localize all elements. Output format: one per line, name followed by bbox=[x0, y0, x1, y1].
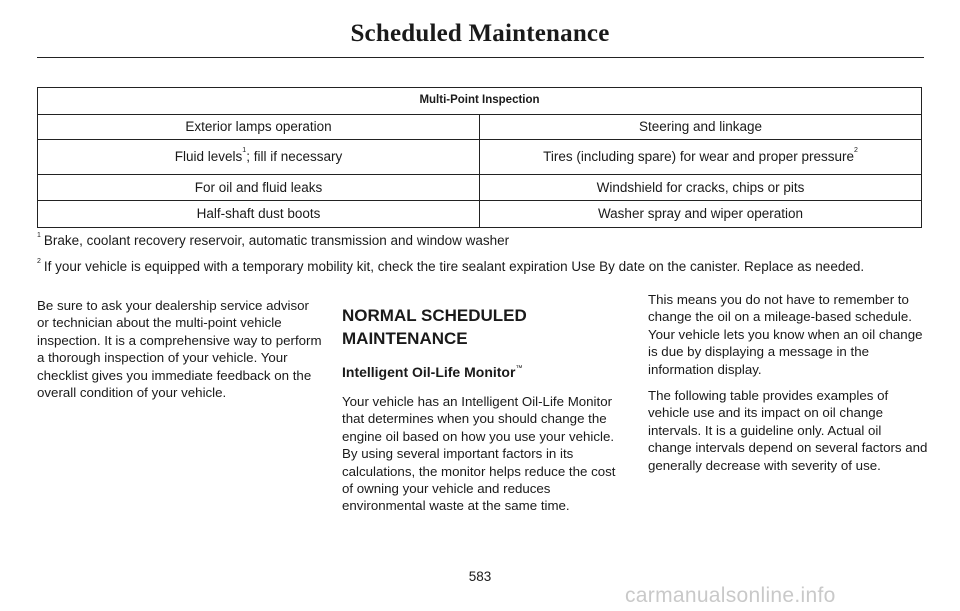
table-cell bbox=[38, 140, 480, 175]
table-row bbox=[38, 201, 922, 228]
table-cell bbox=[480, 140, 922, 175]
body-paragraph: The following table provides examples of vehicle use and its impact on oil change intervals. It is a guideline only. Actual oil change intervals depend on several factors and generally decrease with severity of use. bbox=[648, 388, 928, 473]
watermark: carmanualsonline.info bbox=[625, 584, 836, 607]
table-cell: Steering and linkage bbox=[480, 115, 922, 140]
sub-heading-text: Intelligent Oil-Life Monitor bbox=[342, 364, 516, 380]
title-divider bbox=[37, 57, 924, 58]
cell-text: ; fill if necessary bbox=[246, 149, 343, 165]
table-row bbox=[38, 140, 922, 175]
table-cell: Windshield for cracks, chips or pits bbox=[480, 175, 922, 201]
body-paragraph: This means you do not have to remember to change the oil on a mileage-based schedule. Your vehicle lets you know when an oil change is due by displaying a message in the information display. bbox=[648, 292, 923, 377]
table-cell: Half-shaft dust boots bbox=[38, 201, 480, 228]
table-caption-row bbox=[38, 88, 922, 115]
footnote-ref: 2 bbox=[853, 147, 858, 155]
table-cell: Washer spray and wiper operation bbox=[480, 201, 922, 228]
footnote-mark: 1 bbox=[37, 232, 41, 239]
sub-heading bbox=[342, 363, 627, 381]
table-row bbox=[38, 115, 922, 140]
cell-text: Tires (including spare) for wear and proper pressure bbox=[543, 149, 854, 165]
footnote-mark: 2 bbox=[37, 258, 41, 265]
table-row bbox=[38, 175, 922, 201]
column-right bbox=[648, 291, 928, 474]
page-number: 583 bbox=[468, 569, 492, 584]
heading-line: MAINTENANCE bbox=[342, 329, 468, 348]
table-cell: Exterior lamps operation bbox=[38, 115, 480, 140]
cell-text: Fluid levels bbox=[174, 149, 243, 165]
page-title: Scheduled Maintenance bbox=[350, 20, 610, 47]
table-caption: Multi-Point Inspection bbox=[38, 88, 922, 115]
footnote-2 bbox=[37, 259, 864, 274]
heading-line: NORMAL SCHEDULED bbox=[342, 306, 527, 325]
body-paragraph: Be sure to ask your dealership service advisor or technician about the multi-point vehicle inspection. It is a comprehensive way to perform a thorough inspection of your vehicle. Your checklist gives you immediate feedback on the overall condition of your vehicle. bbox=[37, 298, 322, 401]
footnote-text: Brake, coolant recovery reservoir, automatic transmission and window washer bbox=[43, 233, 510, 248]
column-middle bbox=[342, 304, 627, 515]
section-heading bbox=[342, 304, 627, 350]
footnote-1 bbox=[37, 233, 509, 248]
footnote-text: If your vehicle is equipped with a temporary mobility kit, check the tire sealant expiration Use By date on the canister. Replace as needed. bbox=[43, 259, 865, 274]
footnote-ref: 1 bbox=[242, 147, 247, 155]
table-cell: For oil and fluid leaks bbox=[38, 175, 480, 201]
body-paragraph: Your vehicle has an Intelligent Oil-Life Monitor that determines when you should change the engine oil based on how you use your vehicle. By using several important factors in its calculations, the monitor helps reduce the cost of owning your vehicle and reduces environmental waste at the same time. bbox=[342, 394, 616, 514]
column-left bbox=[37, 297, 322, 401]
trademark-mark: ™ bbox=[515, 365, 523, 372]
multi-point-inspection-table bbox=[37, 87, 922, 228]
